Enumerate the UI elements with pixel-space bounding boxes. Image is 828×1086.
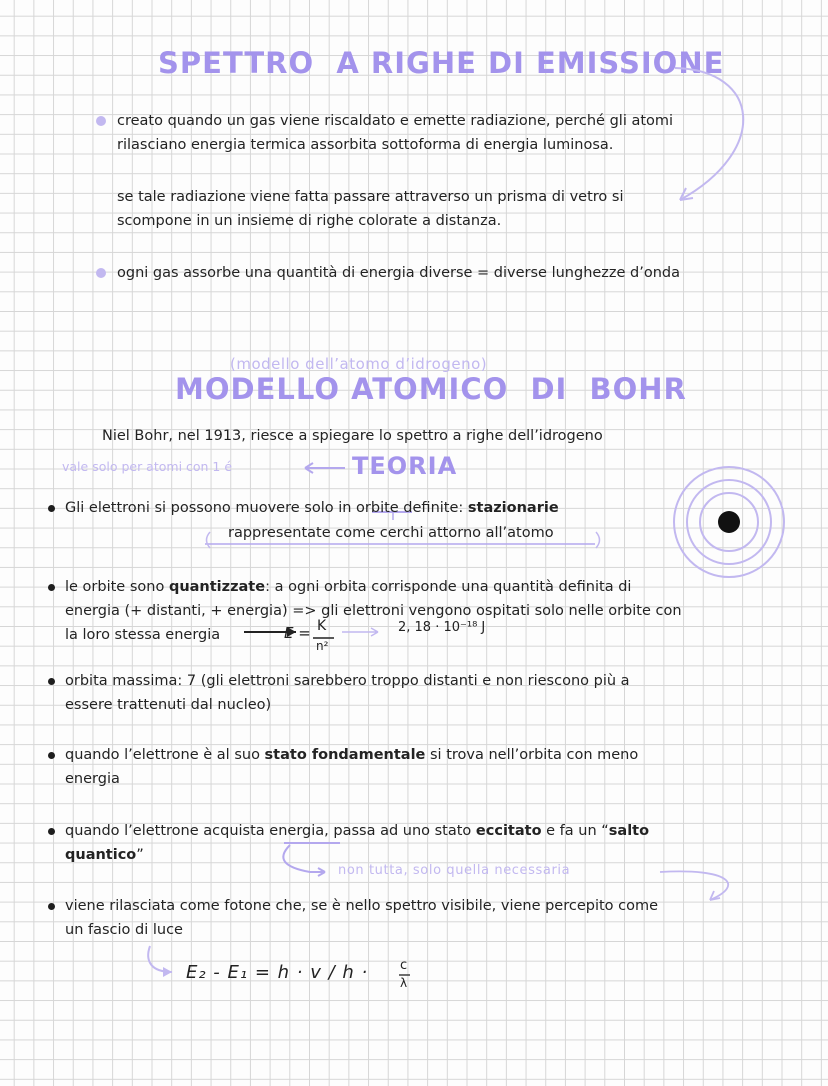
b2-line2: energia (+ distanti, + energia) => gli elettroni vengono ospitati solo nelle orbite con [65,603,682,619]
b5-mid: , passa ad uno stato [324,823,476,839]
s1-p2-line1: se tale radiazione viene fatta passare attraverso un prisma di vetro si [117,189,624,205]
bullet-dot [48,678,55,685]
s1-b2: ogni gas assorbe una quantità di energia diverse = diverse lunghezze d’onda [117,265,681,281]
b5-close: ” [136,847,144,863]
bullet-dot [48,828,55,835]
b5-quantico: quantico [65,847,137,863]
b3-line1: orbita massima: 7 (gli elettroni sarebbero troppo distanti e non riescono più a [65,673,630,689]
bullet-dot [48,752,55,759]
bullet-dot [48,505,55,512]
curved-arrow-icon [675,68,743,200]
b5-salto: salto [608,823,650,839]
note-left: vale solo per atomi con 1 é [62,459,233,474]
formula2-c: c [400,958,408,973]
b1-orbite: orbite [356,500,399,516]
bullet-dot [96,116,106,126]
b4-bold: stato fondamentale [264,747,426,763]
b5-line2 [65,843,144,867]
bohr-title: MODELLO ATOMICO DI BOHR [175,372,687,406]
k-arrow-icon [342,628,378,636]
b2-line3: la loro stessa energia [65,627,221,643]
s1-b1-line2: rilasciano energia termica assorbita sottoforma di energia luminosa. [117,137,614,153]
b1-mid: definite: [398,500,468,516]
b5-mid2: e fa un “ [541,823,609,839]
formula-E: E = [284,624,311,642]
b6-line2: un fascio di luce [65,922,183,938]
b1-pre: Gli elettroni si possono muovere solo in [65,500,357,516]
formula2-arrow-icon [148,946,172,972]
formula-n2: n² [316,639,329,653]
note-right: non tutta, solo quella necessaria [338,863,571,878]
formula-k-value: 2, 18 · 10⁻¹⁸ J [398,620,486,635]
b5-pre: quando l’elettrone acquista [65,823,270,839]
b5-line1 [65,819,649,843]
b4-line2: energia [65,771,120,787]
bohr-subtitle: (modello dell’atomo d’idrogeno) [230,355,488,373]
b2-quantizzate: quantizzate [168,579,266,595]
b2-line1 [65,575,631,599]
b3-line2: essere trattenuti dal nucleo) [65,697,272,713]
paren-left-icon [207,532,211,548]
b1-sub: rappresentate come cerchi attorno all’atomo [228,525,554,541]
teoria-arrow-icon [305,463,345,473]
b5-eccitato: eccitato [475,823,542,839]
bullet-dot [48,903,55,910]
s1-b1-line1: creato quando un gas viene riscaldato e emette radiazione, perché gli atomi [117,113,674,129]
b1-line [65,496,559,520]
teoria-label: TEORIA [352,452,458,480]
bullet-dot [96,268,106,278]
atom-orbits-icon [674,467,784,577]
b2-pre: le orbite sono [65,579,169,595]
return-arrow-icon [660,871,728,900]
paren-right-icon [596,532,600,548]
b4-pre: quando l’elettrone è al suo [65,747,265,763]
b5-energia: energia [269,823,325,839]
b4-rest: si trova nell’orbita con meno [425,747,639,763]
b4-line1 [65,743,638,767]
bohr-intro: Niel Bohr, nel 1913, riesce a spiegare lo spettro a righe dell’idrogeno [102,428,603,444]
formula2-lambda: λ [400,976,408,990]
bullet-dot [48,584,55,591]
b2-rest: : a ogni orbita corrisponde una quantità definita di [265,579,632,595]
formula2-lhs: E₂ - E₁ = h · v / h · [186,962,369,983]
s1-p2-line2: scompone in un insieme di righe colorate a distanza. [117,213,502,229]
section1-title: SPETTRO A RIGHE DI EMISSIONE [158,46,725,80]
formula-K: K [317,618,327,634]
b1-stazionarie: stazionarie [467,500,559,516]
b6-line1: viene rilasciata come fotone che, se è nello spettro visibile, viene percepito come [65,898,659,914]
